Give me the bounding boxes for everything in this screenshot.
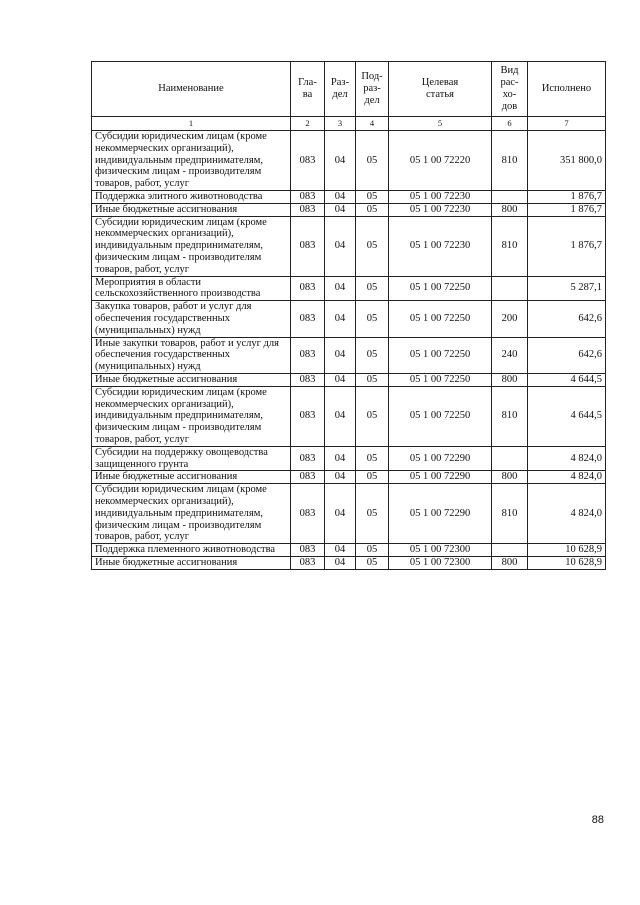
cell-ispolneno: 4 824,0 <box>528 484 606 544</box>
cell-podrazdel: 05 <box>356 544 389 557</box>
cell-ispolneno: 642,6 <box>528 337 606 373</box>
cell-podrazdel: 05 <box>356 446 389 471</box>
cell-name: Субсидии юридическим лицам (кроме некоммерческих организаций), индивидуальным предпринимателям, физическим лицам - производителям товаров, работ, услуг <box>92 484 291 544</box>
cell-vid: 240 <box>492 337 528 373</box>
cell-podrazdel: 05 <box>356 216 389 276</box>
cell-razdel: 04 <box>325 203 356 216</box>
cell-ispolneno: 10 628,9 <box>528 544 606 557</box>
cell-glava: 083 <box>291 276 325 301</box>
cell-podrazdel: 05 <box>356 556 389 569</box>
cell-vid: 800 <box>492 203 528 216</box>
table-header-row <box>92 62 606 117</box>
header-ispolneno: Исполнено <box>528 62 606 117</box>
cell-vid <box>492 544 528 557</box>
cell-name: Иные бюджетные ассигнования <box>92 373 291 386</box>
cell-glava: 083 <box>291 301 325 337</box>
cell-razdel: 04 <box>325 471 356 484</box>
cell-vid: 200 <box>492 301 528 337</box>
table-row <box>92 556 606 569</box>
cell-celevaya: 05 1 00 72250 <box>389 386 492 446</box>
cell-glava: 083 <box>291 337 325 373</box>
cell-glava: 083 <box>291 484 325 544</box>
cell-glava: 083 <box>291 216 325 276</box>
cell-glava: 083 <box>291 386 325 446</box>
cell-vid <box>492 190 528 203</box>
cell-celevaya: 05 1 00 72250 <box>389 373 492 386</box>
cell-vid: 810 <box>492 484 528 544</box>
col-number: 2 <box>291 117 325 131</box>
cell-razdel: 04 <box>325 446 356 471</box>
cell-vid: 810 <box>492 386 528 446</box>
cell-celevaya: 05 1 00 72290 <box>389 471 492 484</box>
header-razdel: Раз- дел <box>325 62 356 117</box>
cell-podrazdel: 05 <box>356 301 389 337</box>
table-row <box>92 544 606 557</box>
table-row <box>92 337 606 373</box>
cell-razdel: 04 <box>325 190 356 203</box>
cell-razdel: 04 <box>325 373 356 386</box>
cell-ispolneno: 5 287,1 <box>528 276 606 301</box>
table-row <box>92 484 606 544</box>
cell-celevaya: 05 1 00 72250 <box>389 276 492 301</box>
cell-podrazdel: 05 <box>356 131 389 191</box>
cell-razdel: 04 <box>325 386 356 446</box>
cell-razdel: 04 <box>325 276 356 301</box>
cell-glava: 083 <box>291 556 325 569</box>
cell-celevaya: 05 1 00 72230 <box>389 203 492 216</box>
table-body <box>92 131 606 570</box>
cell-podrazdel: 05 <box>356 373 389 386</box>
cell-name: Иные закупки товаров, работ и услуг для обеспечения государственных (муниципальных) нужд <box>92 337 291 373</box>
header-name: Наименование <box>92 62 291 117</box>
cell-celevaya: 05 1 00 72290 <box>389 484 492 544</box>
cell-podrazdel: 05 <box>356 276 389 301</box>
cell-name: Субсидии на поддержку овощеводства защищенного грунта <box>92 446 291 471</box>
table-row <box>92 301 606 337</box>
cell-vid: 810 <box>492 216 528 276</box>
table-row <box>92 446 606 471</box>
cell-name: Субсидии юридическим лицам (кроме некоммерческих организаций), индивидуальным предпринимателям, физическим лицам - производителям товаров, работ, услуг <box>92 386 291 446</box>
cell-celevaya: 05 1 00 72300 <box>389 556 492 569</box>
cell-celevaya: 05 1 00 72300 <box>389 544 492 557</box>
table-row <box>92 203 606 216</box>
col-number: 7 <box>528 117 606 131</box>
cell-vid: 800 <box>492 471 528 484</box>
col-number: 4 <box>356 117 389 131</box>
table-row <box>92 190 606 203</box>
cell-ispolneno: 1 876,7 <box>528 190 606 203</box>
cell-razdel: 04 <box>325 131 356 191</box>
table-row <box>92 216 606 276</box>
table-row <box>92 386 606 446</box>
cell-ispolneno: 4 824,0 <box>528 471 606 484</box>
cell-podrazdel: 05 <box>356 484 389 544</box>
cell-razdel: 04 <box>325 301 356 337</box>
col-number: 3 <box>325 117 356 131</box>
col-number: 6 <box>492 117 528 131</box>
cell-glava: 083 <box>291 373 325 386</box>
cell-name: Субсидии юридическим лицам (кроме некоммерческих организаций), индивидуальным предпринимателям, физическим лицам - производителям товаров, работ, услуг <box>92 131 291 191</box>
cell-razdel: 04 <box>325 337 356 373</box>
cell-razdel: 04 <box>325 544 356 557</box>
cell-celevaya: 05 1 00 72220 <box>389 131 492 191</box>
table-row <box>92 471 606 484</box>
cell-podrazdel: 05 <box>356 337 389 373</box>
header-podrazdel: Под- раз- дел <box>356 62 389 117</box>
cell-podrazdel: 05 <box>356 190 389 203</box>
cell-ispolneno: 4 644,5 <box>528 373 606 386</box>
col-number: 5 <box>389 117 492 131</box>
header-glava: Гла- ва <box>291 62 325 117</box>
cell-celevaya: 05 1 00 72250 <box>389 337 492 373</box>
cell-celevaya: 05 1 00 72230 <box>389 216 492 276</box>
cell-celevaya: 05 1 00 72230 <box>389 190 492 203</box>
header-celevaya: Целевая статья <box>389 62 492 117</box>
cell-vid <box>492 446 528 471</box>
cell-vid: 800 <box>492 556 528 569</box>
cell-vid: 810 <box>492 131 528 191</box>
cell-razdel: 04 <box>325 556 356 569</box>
cell-podrazdel: 05 <box>356 203 389 216</box>
cell-podrazdel: 05 <box>356 386 389 446</box>
cell-name: Иные бюджетные ассигнования <box>92 556 291 569</box>
cell-vid: 800 <box>492 373 528 386</box>
cell-name: Закупка товаров, работ и услуг для обеспечения государственных (муниципальных) нужд <box>92 301 291 337</box>
cell-ispolneno: 4 644,5 <box>528 386 606 446</box>
cell-ispolneno: 4 824,0 <box>528 446 606 471</box>
table-row <box>92 276 606 301</box>
cell-ispolneno: 10 628,9 <box>528 556 606 569</box>
cell-name: Иные бюджетные ассигнования <box>92 471 291 484</box>
cell-name: Поддержка элитного животноводства <box>92 190 291 203</box>
cell-name: Поддержка племенного животноводства <box>92 544 291 557</box>
cell-glava: 083 <box>291 471 325 484</box>
page-number: 88 <box>591 814 604 826</box>
cell-name: Иные бюджетные ассигнования <box>92 203 291 216</box>
cell-vid <box>492 276 528 301</box>
cell-name: Субсидии юридическим лицам (кроме некоммерческих организаций), индивидуальным предпринимателям, физическим лицам - производителям товаров, работ, услуг <box>92 216 291 276</box>
cell-celevaya: 05 1 00 72290 <box>389 446 492 471</box>
cell-ispolneno: 351 800,0 <box>528 131 606 191</box>
column-numbers-row <box>92 117 606 131</box>
cell-celevaya: 05 1 00 72250 <box>389 301 492 337</box>
cell-razdel: 04 <box>325 216 356 276</box>
cell-podrazdel: 05 <box>356 471 389 484</box>
cell-ispolneno: 1 876,7 <box>528 203 606 216</box>
budget-table <box>91 61 606 570</box>
cell-razdel: 04 <box>325 484 356 544</box>
cell-glava: 083 <box>291 190 325 203</box>
cell-glava: 083 <box>291 544 325 557</box>
cell-glava: 083 <box>291 203 325 216</box>
cell-name: Мероприятия в области сельскохозяйственного производства <box>92 276 291 301</box>
cell-ispolneno: 1 876,7 <box>528 216 606 276</box>
col-number: 1 <box>92 117 291 131</box>
cell-ispolneno: 642,6 <box>528 301 606 337</box>
header-vid: Вид рас- хо- дов <box>492 62 528 117</box>
table-row <box>92 131 606 191</box>
table-row <box>92 373 606 386</box>
cell-glava: 083 <box>291 131 325 191</box>
cell-glava: 083 <box>291 446 325 471</box>
